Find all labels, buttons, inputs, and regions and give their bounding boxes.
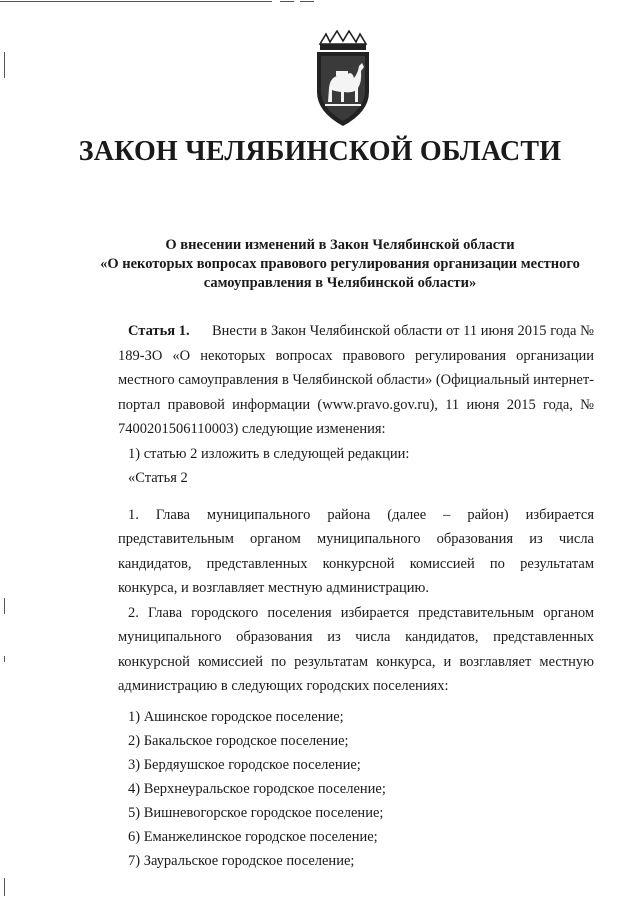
- article-label: Статья 1.: [128, 323, 190, 339]
- subtitle-line: самоуправления в Челябинской области»: [203, 275, 477, 291]
- law-title: ЗАКОН ЧЕЛЯБИНСКОЙ ОБЛАСТИ: [78, 136, 562, 167]
- paragraph-2: 2. Глава городского поселения избирается представительным органом муниципального образования из числа кандидатов, представленных конкурсной комиссией по результатам конкурса, и возглавляет местную администрацию в следующих городских поселениях:: [118, 604, 594, 694]
- scan-line-top: [0, 1, 272, 2]
- chelyabinsk-coat-of-arms-icon: [308, 30, 378, 130]
- settlement-list-item: 3) Бердяушское городское поселение;: [128, 756, 361, 773]
- settlement-list-item: 5) Вишневогорское городское поселение;: [128, 804, 384, 821]
- settlement-list-item: 1) Ашинское городское поселение;: [128, 708, 344, 725]
- settlement-list-item: 2) Бакальское городское поселение;: [128, 732, 349, 749]
- article-text: Внести в Закон Челябинской области от 11 июня 2015 года № 189-ЗО «О некоторых вопросах правового регулирования организации местного самоуправления в Челябинской области» (Официальный интернет-портал правовой информации (www.pravo.gov.ru), 11 июня 2015 года, № 7400201506110003) следующие изменения:: [118, 323, 595, 437]
- subtitle-line: О внесении изменений в Закон Челябинской области: [165, 237, 515, 253]
- law-body: [118, 319, 594, 873]
- settlement-list-item: 7) Зауральское городское поселение;: [128, 852, 355, 869]
- scan-mark-left: [4, 598, 5, 614]
- article-1-paragraph: [118, 319, 594, 442]
- scan-line-top: [300, 1, 314, 2]
- subtitle-line: «О некоторых вопросах правового регулирования организации местного: [100, 256, 580, 272]
- quoted-article-heading: «Статья 2: [128, 470, 188, 486]
- scan-mark-left: [4, 656, 5, 662]
- settlement-list-item: 6) Еманжелинское городское поселение;: [128, 828, 378, 845]
- scan-line-top: [280, 1, 294, 2]
- law-subtitle: [80, 236, 600, 293]
- paragraph-1: 1. Глава муниципального района (далее – район) избирается представительным органом муниципального образования из числа кандидатов, представленных конкурсной комиссией по результатам конкурса, и возглавляет местную администрацию.: [118, 506, 594, 596]
- scan-mark-left: [4, 878, 5, 896]
- amendment-item: 1) статью 2 изложить в следующей редакции:: [128, 445, 410, 462]
- settlement-list-item: 4) Верхнеуральское городское поселение;: [128, 780, 386, 797]
- scan-mark-left: [4, 52, 5, 78]
